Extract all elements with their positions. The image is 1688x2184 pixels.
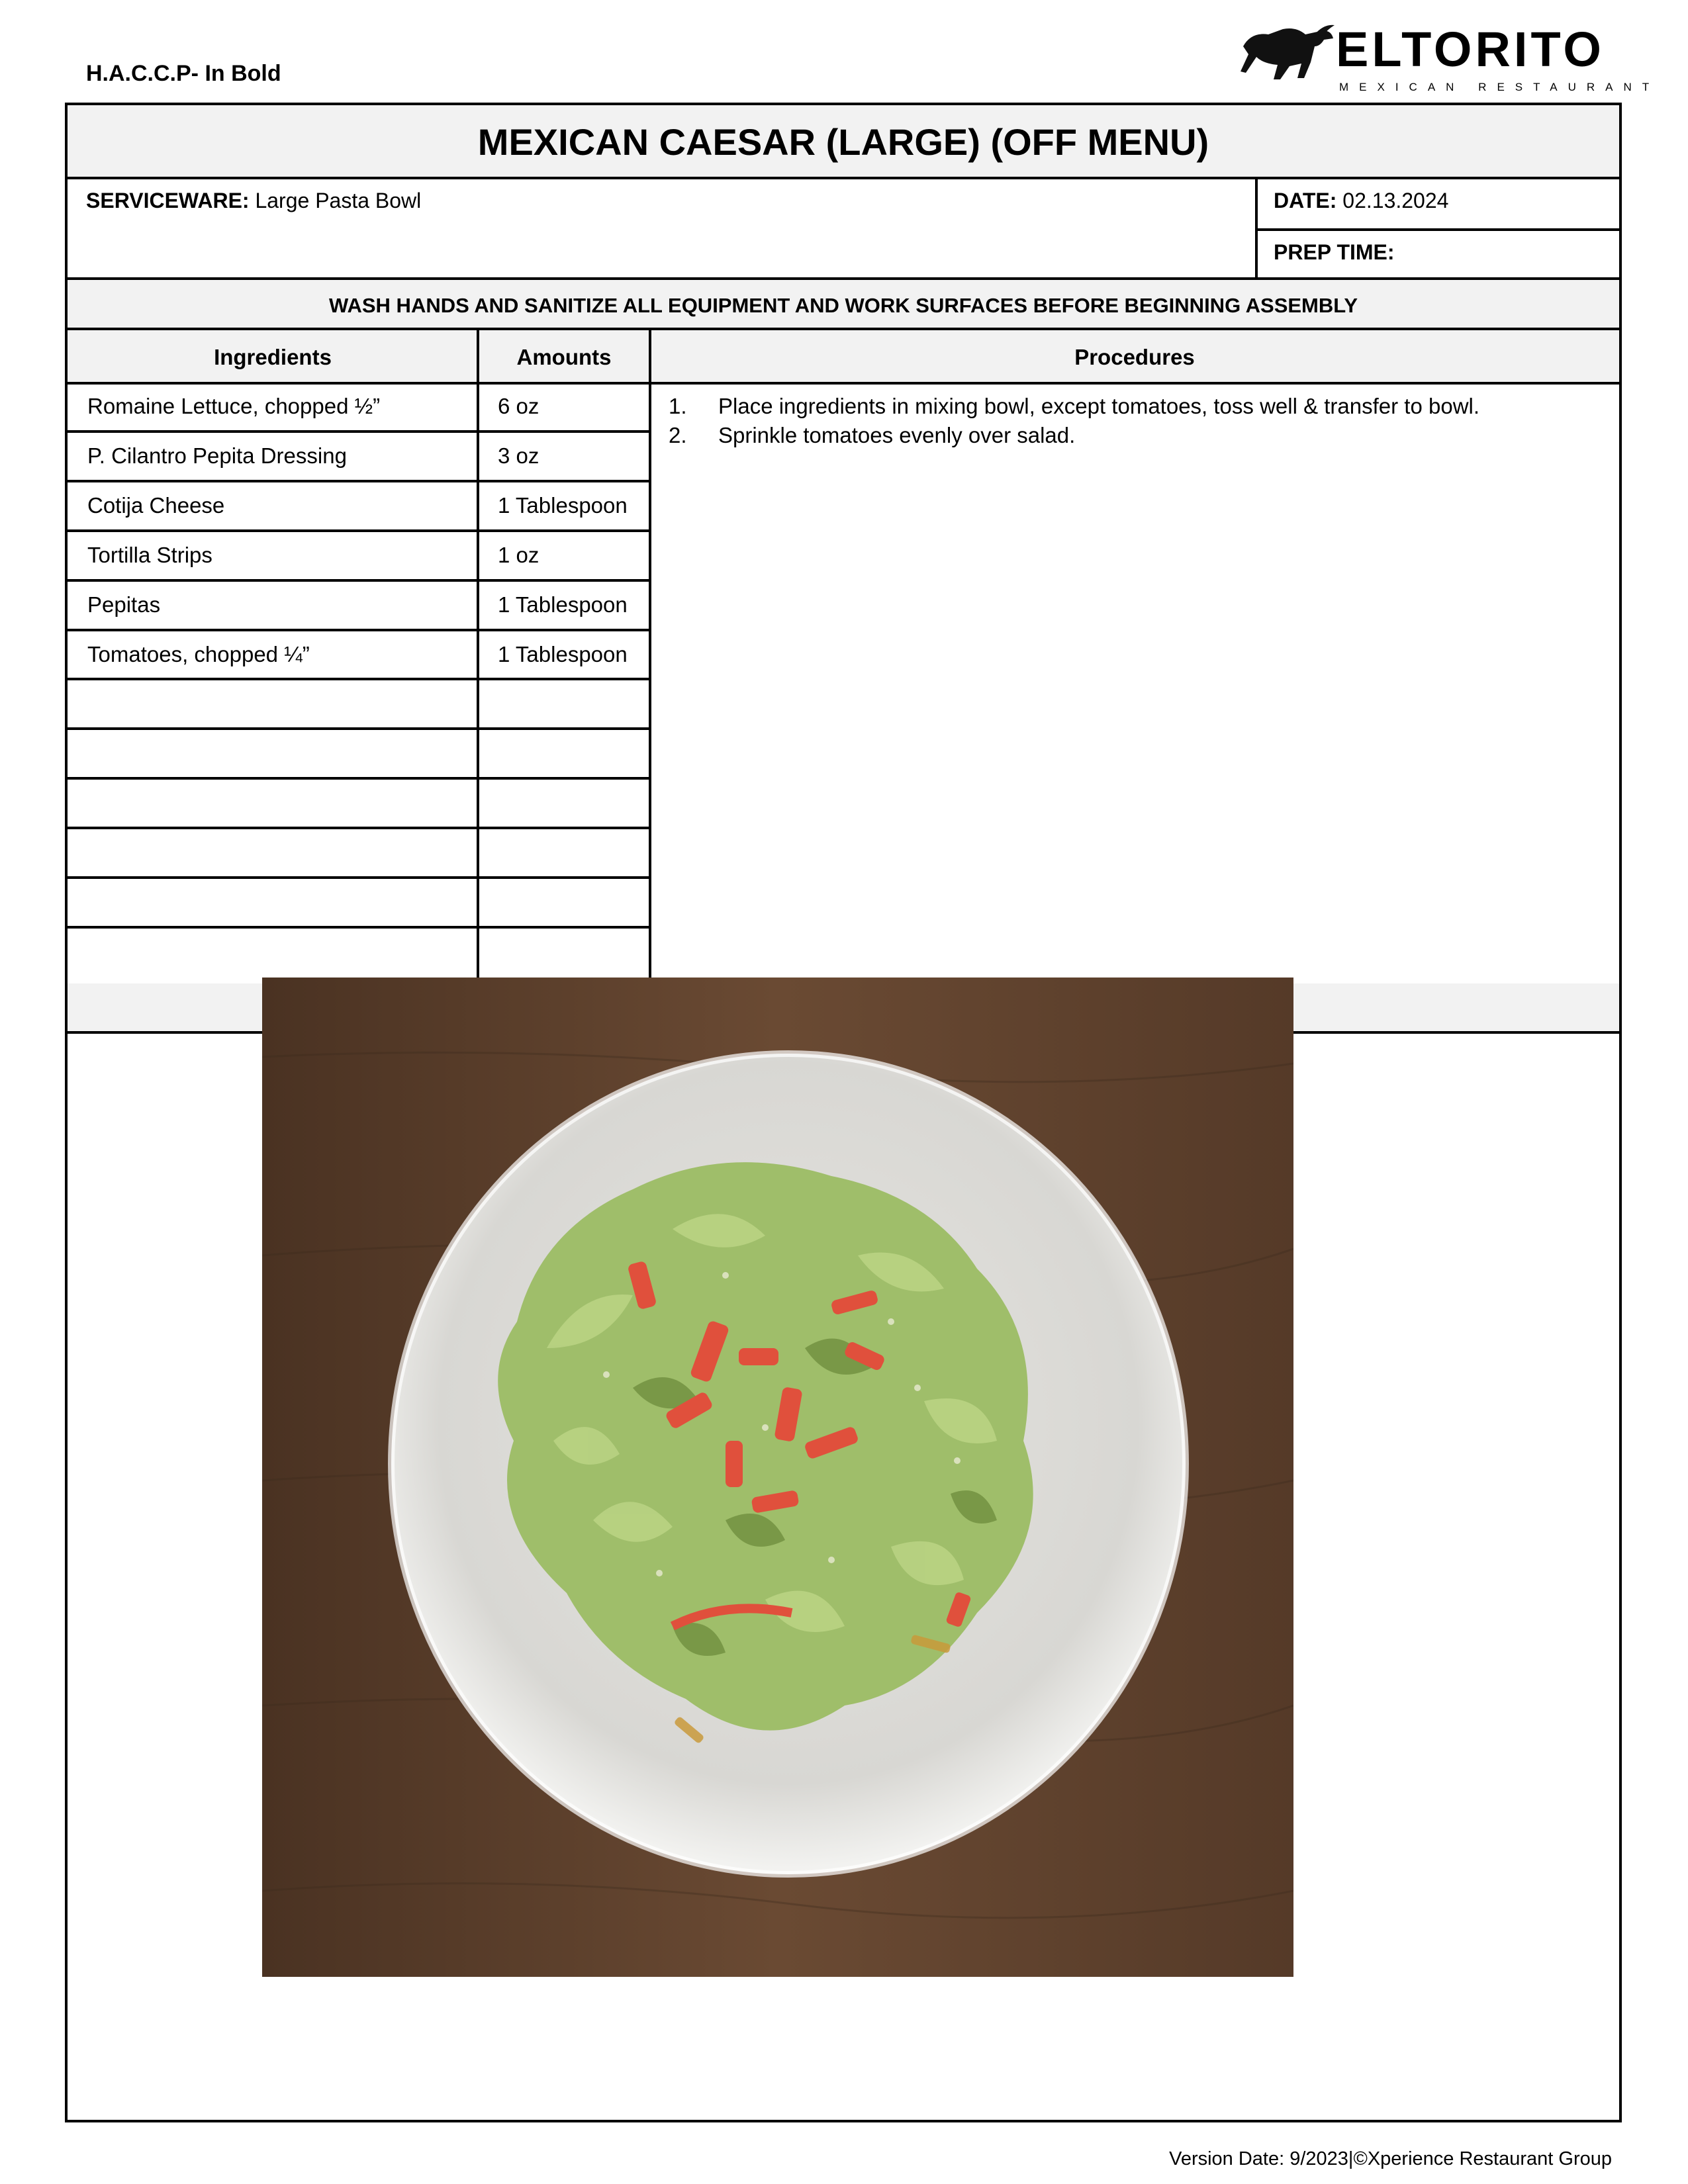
prep-time-label: PREP TIME:: [1274, 240, 1395, 264]
ingredient-name: Tortilla Strips: [87, 542, 212, 567]
serviceware-value: Large Pasta Bowl: [255, 189, 422, 212]
ingredient-amount: [498, 828, 643, 878]
date-label: DATE:: [1274, 189, 1337, 212]
ingredient-name: [87, 828, 471, 878]
ingredient-name: Pepitas: [87, 592, 161, 617]
recipe-title: MEXICAN CAESAR (LARGE) (OFF MENU): [68, 105, 1619, 179]
ingredient-name: P. Cilantro Pepita Dressing: [87, 443, 347, 468]
ingredient-name: Cotija Cheese: [87, 492, 225, 518]
table-row-divider: [68, 529, 649, 532]
step-number: 2.: [669, 423, 687, 447]
table-row-divider: [68, 678, 649, 680]
ingredient-amount: 1 Tablespoon: [498, 492, 628, 518]
procedure-list: [669, 392, 1595, 450]
logo-tagline: MEXICAN RESTAURANT: [1339, 81, 1660, 93]
table-row-divider: [68, 727, 649, 730]
ingredient-amount: [498, 729, 643, 778]
ingredient-name: [87, 778, 471, 828]
wash-notice: WASH HANDS AND SANITIZE ALL EQUIPMENT AND WORK SURFACES BEFORE BEGINNING ASSEMBLY: [68, 280, 1619, 330]
ingredient-name: [87, 679, 471, 729]
ingredient-name: Romaine Lettuce, chopped ½”: [87, 394, 381, 418]
serviceware-field: [86, 189, 421, 213]
ingredient-amount: [498, 778, 643, 828]
version-footer: Version Date: 9/2023|©Xperience Restaurant Group: [1169, 2148, 1612, 2169]
ingredient-name: [87, 927, 471, 977]
ingredient-amount: [498, 679, 643, 729]
step-text: Sprinkle tomatoes evenly over salad.: [718, 423, 1076, 447]
table-row-divider: [68, 430, 649, 433]
serviceware-label: SERVICEWARE:: [86, 189, 250, 212]
column-divider: [477, 328, 479, 983]
date-field: [1274, 189, 1448, 213]
table-row-divider: [68, 579, 649, 582]
column-divider: [649, 328, 651, 983]
step-number: 1.: [669, 394, 687, 418]
step-text: Place ingredients in mixing bowl, except tomatoes, toss well & transfer to bowl.: [718, 394, 1480, 418]
amounts-header: Amounts: [478, 330, 650, 385]
procedures-header: Procedures: [650, 330, 1619, 385]
procedure-step: [669, 421, 1595, 450]
bull-icon: [1237, 20, 1336, 83]
ingredient-name: [87, 729, 471, 778]
table-row-divider: [68, 876, 649, 879]
table-row-divider: [68, 926, 649, 929]
salad-photo: [262, 978, 1293, 1977]
date-value: 02.13.2024: [1342, 189, 1449, 212]
ingredients-header: Ingredients: [68, 330, 478, 385]
table-row-divider: [68, 480, 649, 482]
el-torito-logo: [1237, 20, 1660, 93]
date-prep-divider: [1255, 228, 1619, 231]
ingredient-name: Tomatoes, chopped ¼”: [87, 641, 310, 666]
ingredient-amount: 6 oz: [498, 394, 539, 418]
ingredient-amount: 1 Tablespoon: [498, 592, 628, 617]
ingredient-name: [87, 878, 471, 927]
table-row-divider: [68, 629, 649, 631]
procedure-step: [669, 392, 1595, 421]
ingredient-amount: 3 oz: [498, 443, 539, 468]
table-row-divider: [68, 827, 649, 829]
logo-wordmark: ELTORITO: [1336, 22, 1605, 77]
ingredient-amount: 1 oz: [498, 542, 539, 567]
ingredient-amount: 1 Tablespoon: [498, 641, 628, 666]
table-row-divider: [68, 777, 649, 780]
haccp-note: H.A.C.C.P- In Bold: [86, 61, 281, 86]
ingredient-amount: [498, 878, 643, 927]
ingredient-amount: [498, 927, 643, 977]
salad-illustration: [262, 978, 1293, 1977]
